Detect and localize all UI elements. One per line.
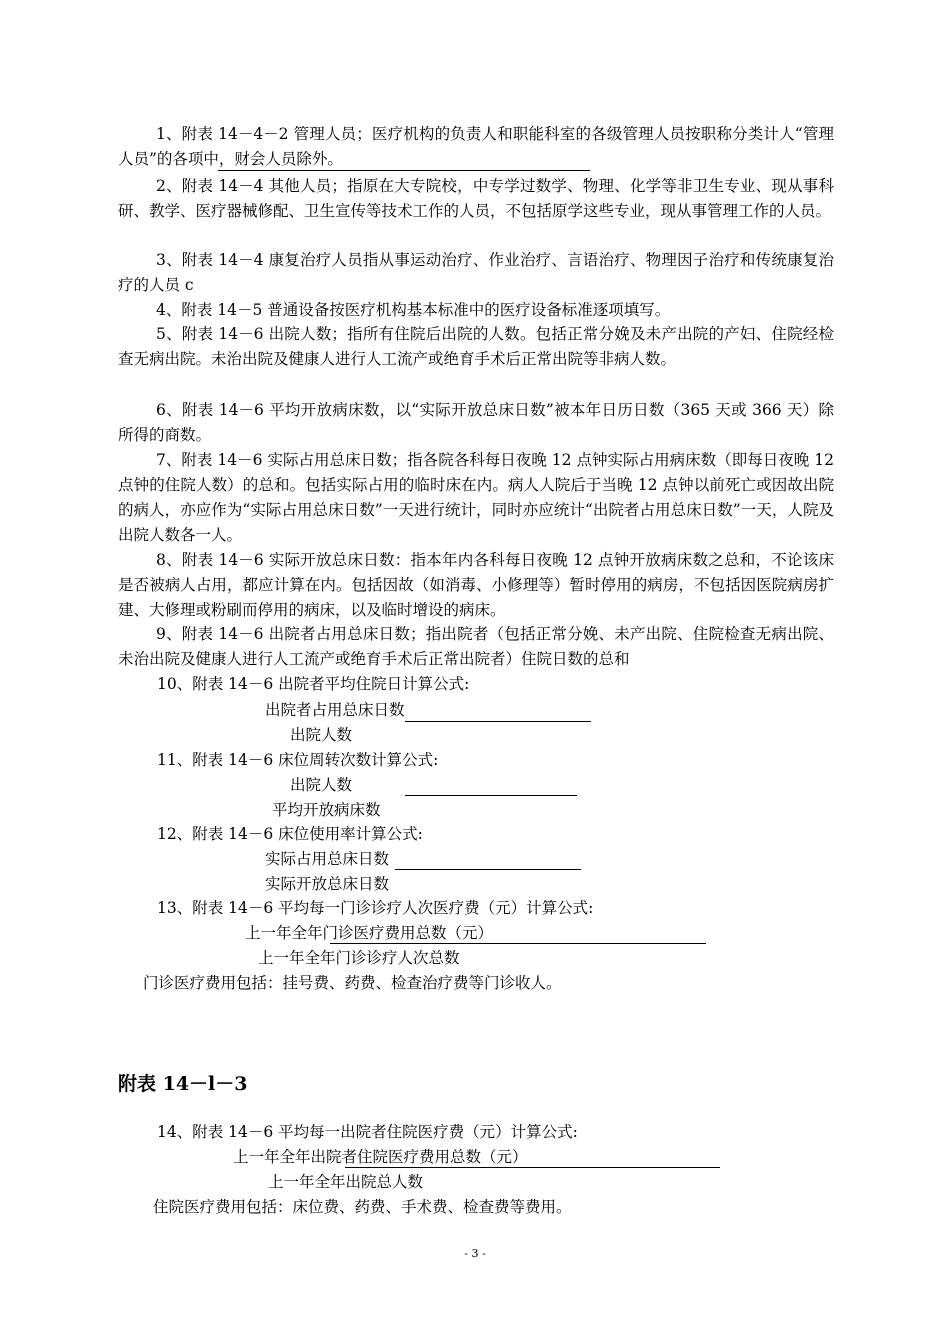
formula-12-fraction-bar: [395, 869, 581, 870]
formula-11-fraction-bar: [405, 795, 577, 796]
formula-14-note: 住院医疗费用包括：床位费、药费、手术费、检查费等费用。: [153, 1198, 572, 1216]
formula-10-numerator: 出院者占用总床日数: [265, 701, 405, 719]
paragraph-5: 5、附表 14－6 出院人数；指所有住院后出院的人数。包括正常分娩及未产出院的产妇、住院经检查无病出院。未治出院及健康人进行人工流产或绝育手术后正常出院等非病人数。: [118, 325, 834, 368]
formula-13-note: 门诊医疗费用包括：挂号费、药费、检查治疗费等门诊收人。: [143, 974, 562, 992]
paragraph-3: 3、附表 14－4 康复治疗人员指从事运动治疗、作业治疗、言语治疗、物理因子治疗和传统康复治疗的人员 c: [118, 251, 834, 294]
formula-13-denominator: 上一年全年门诊诊疗人次总数: [258, 949, 460, 967]
formula-13-title: 13、附表 14－6 平均每一门诊诊疗人次医疗费（元）计算公式:: [157, 899, 594, 917]
paragraph-1: 1、附表 14－4－2 管理人员；医疗机构的负责人和职能科室的各级管理人员按职称分类计人“管理人员”的各项中，财会人员除外。: [118, 125, 834, 168]
formula-12-title: 12、附表 14－6 床位使用率计算公式:: [157, 825, 423, 843]
paragraph-2: 2、附表 14－4 其他人员；指原在大专院校，中专学过数学、物理、化学等非卫生专业、现从事科研、教学、医疗器械修配、卫生宣传等技术工作的人员，不包括原学这些专业，现从事管理工作的人员。: [118, 177, 834, 220]
section-heading: 附表 14－l－3: [118, 1073, 248, 1095]
formula-14-fraction-bar: [345, 1167, 720, 1168]
formula-11-title: 11、附表 14－6 床位周转次数计算公式:: [157, 751, 439, 769]
formula-12-denominator: 实际开放总床日数: [265, 875, 390, 893]
formula-14-numerator: 上一年全年出院者住院医疗费用总数（元）: [233, 1148, 528, 1166]
paragraph-7: 7、附表 14－6 实际占用总床日数；指各院各科每日夜晚 12 点钟实际占用病床数（即每日夜晚 12 点钟的住院人数）的总和。包括实际占用的临时床在内。病人人院后于当晚 12 点钟以前死亡或因故出院的病人，亦应作为“实际占用总床日数”一天进行统计，同时亦应统计“出院者占用总床日数”一天，人院及出院人数各一人。: [118, 451, 834, 544]
formula-10-fraction-bar: [405, 721, 591, 722]
paragraph-4: 4、附表 14－5 普通设备按医疗机构基本标准中的医疗设备标准逐项填写。: [156, 301, 671, 319]
formula-11-numerator: 出院人数: [290, 776, 353, 794]
page-number: - 3 -: [464, 1247, 486, 1260]
paragraph-9: 9、附表 14－6 出院者占用总床日数；指出院者（包括正常分娩、未产出院、住院检查无病出院、未治出院及健康人进行人工流产或绝育手术后正常出院者）住院日数的总和: [118, 625, 834, 668]
formula-11-denominator: 平均开放病床数: [272, 801, 381, 819]
formula-12-numerator: 实际占用总床日数: [265, 850, 390, 868]
paragraph-8: 8、附表 14－6 实际开放总床日数：指本年内各科每日夜晚 12 点钟开放病床数之总和，不论该床是否被病人占用，都应计算在内。包括因故（如消毒、小修理等）暂时停用的病房，不包括因医院病房扩建、大修理或粉刷而停用的病床，以及临时增设的病床。: [118, 551, 834, 619]
formula-13-fraction-bar: [330, 943, 706, 944]
formula-10-denominator: 出院人数: [290, 726, 353, 744]
formula-13-numerator: 上一年全年门诊医疗费用总数（元）: [245, 924, 494, 942]
formula-10-title: 10、附表 14－6 出院者平均住院日计算公式:: [157, 675, 470, 693]
paragraph-6: 6、附表 14－6 平均开放病床数，以“实际开放总床日数”被本年日历日数（365 天或 366 天）除所得的商数。: [118, 401, 834, 444]
formula-14-title: 14、附表 14－6 平均每一出院者住院医疗费（元）计算公式:: [157, 1123, 578, 1141]
underline-1: [218, 170, 590, 171]
formula-14-denominator: 上一年全年出院总人数: [268, 1173, 424, 1191]
